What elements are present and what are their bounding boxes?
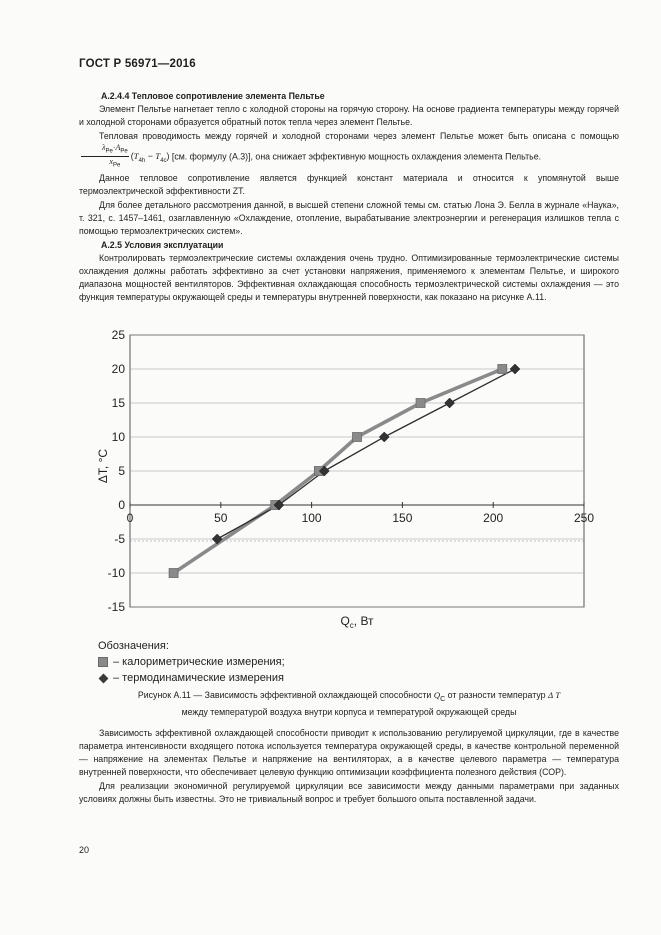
data-point-diamond xyxy=(379,432,389,442)
y-tick-label: 10 xyxy=(111,430,125,444)
x-tick-label: 50 xyxy=(214,511,228,525)
legend-item-calorimetric xyxy=(98,654,285,670)
x-tick-label: 0 xyxy=(126,511,134,525)
caption-text: Рисунок А.11 — Зависимость эффективной охлаждающей способности xyxy=(137,690,432,700)
paragraph: Для реализации экономичной регулируемой циркуляции все зависимости между данными параметрами при заданных условиях должны быть известны. Это не тривиальный вопрос и требует большого опыта поставленной задачи. xyxy=(79,780,619,804)
diamond-marker-icon xyxy=(99,673,109,683)
section-a25-body xyxy=(79,252,619,304)
section-heading-a244: А.2.4.4 Тепловое сопротивление элемента Пельтье xyxy=(101,91,325,101)
paragraph-text: [см. формулу (А.3)], она снижает эффективную мощность охлаждения элемента Пельтье. xyxy=(171,151,542,162)
page-number: 20 xyxy=(79,845,90,855)
paragraph: Зависимость эффективной охлаждающей способности приводит к использованию регулируемой циркуляции, где в качестве параметра интенсивности входящего потока используется температура окружающей среды, в качестве контрольной переменной — напряжение на элементах Пельтье и напряжение на вентиляторах, а в качестве целевого параметра — температура внутренней поверхности, что обеспечивает целевую функцию оптимизации коэффициента полезного действия (СОР). xyxy=(79,728,619,777)
figure-caption xyxy=(79,689,619,719)
y-tick-label: -5 xyxy=(114,532,125,546)
data-point-square xyxy=(353,433,362,442)
x-tick-label: 200 xyxy=(483,511,504,525)
legend-title: Обозначения: xyxy=(98,640,169,652)
x-axis-label: $Q_c$, Вт xyxy=(340,614,374,630)
document-id: ГОСТ Р 56971—2016 xyxy=(79,58,196,70)
paragraph: Данное тепловое сопротивление является функцией констант материала и относится к упомянутой выше термоэлектрической эффективности ZT. xyxy=(79,172,619,196)
legend-label: – калориметрические измерения; xyxy=(113,656,285,668)
y-tick-label: 5 xyxy=(118,464,125,478)
paragraph-text: Тепловая проводимость между горячей и холодной сторонами через элемент Пельтье может быть описана с помощью xyxy=(99,130,619,141)
x-tick-label: 150 xyxy=(392,511,413,525)
caption-text: от разности температур xyxy=(447,690,546,700)
section-heading-a25: А.2.5 Условия эксплуатации xyxy=(101,240,224,250)
x-tick-label: 100 xyxy=(301,511,322,525)
data-point-square xyxy=(498,365,507,374)
chart-figure-a11 xyxy=(79,327,619,637)
legend-item-thermodynamic xyxy=(98,670,285,686)
caption-subscript: С xyxy=(440,695,446,703)
data-point-square xyxy=(169,569,178,578)
x-tick-label: 250 xyxy=(573,511,595,525)
formula-paragraph xyxy=(79,130,619,171)
y-axis-label: ΔT, °C xyxy=(96,448,110,484)
chart-legend xyxy=(98,638,285,686)
legend-label: – термодинамические измерения xyxy=(113,672,284,684)
y-tick-label: 15 xyxy=(111,396,125,410)
data-point-diamond xyxy=(510,364,520,374)
y-tick-label: 20 xyxy=(111,362,125,376)
y-tick-label: 0 xyxy=(118,498,125,512)
data-point-diamond xyxy=(445,398,455,408)
thermal-conductance-formula: $\frac{\lambda_{Pe}\cdot A_{Pe}}{x_{Pe}}$ $(T_{4h} - T_{4c})$ xyxy=(79,151,172,161)
data-point-square xyxy=(416,399,425,408)
chart-svg xyxy=(79,327,619,637)
paragraph: Для более детального рассмотрения данной, в высшей степени сложной темы см. статью Лона Э. Белла в журнале «Наука», т. 321, с. 1457–1461, озаглавленную «Охлаждение, отопление, вырабатывание электроэнергии и регенерация излишков тепла с помощью термоэлектрических систем». xyxy=(79,199,619,236)
closing-section xyxy=(79,727,619,805)
caption-symbol: Δ T xyxy=(548,690,561,700)
caption-text: между температурой воздуха внутри корпуса и температурой окружающей среды xyxy=(181,706,517,717)
square-marker-icon xyxy=(98,657,108,667)
caption-symbol: Q xyxy=(433,690,441,700)
y-tick-label: -10 xyxy=(107,566,125,580)
y-tick-label: 25 xyxy=(111,328,125,342)
paragraph: Элемент Пельтье нагнетает тепло с холодной стороны на горячую сторону. На основе градиента температуры между горячей и холодной сторонами образуется обратный поток тепла через элемент Пельтье. xyxy=(79,104,619,127)
y-tick-label: -15 xyxy=(107,600,125,614)
section-a244-body xyxy=(79,103,619,237)
paragraph: Контролировать термоэлектрические системы охлаждения очень трудно. Оптимизированные термоэлектрические системы охлаждения должны работать эффективно за счет установки напряжения, применяемого к элементам Пельтье, и широкого диапазона мощностей вентиляторов. Эффективная охлаждающая способность термоэлектрической системы охлаждения — это функция температуры окружающей среды и температуры внутренней поверхности, как показано на рисунке А.11. xyxy=(79,253,619,302)
